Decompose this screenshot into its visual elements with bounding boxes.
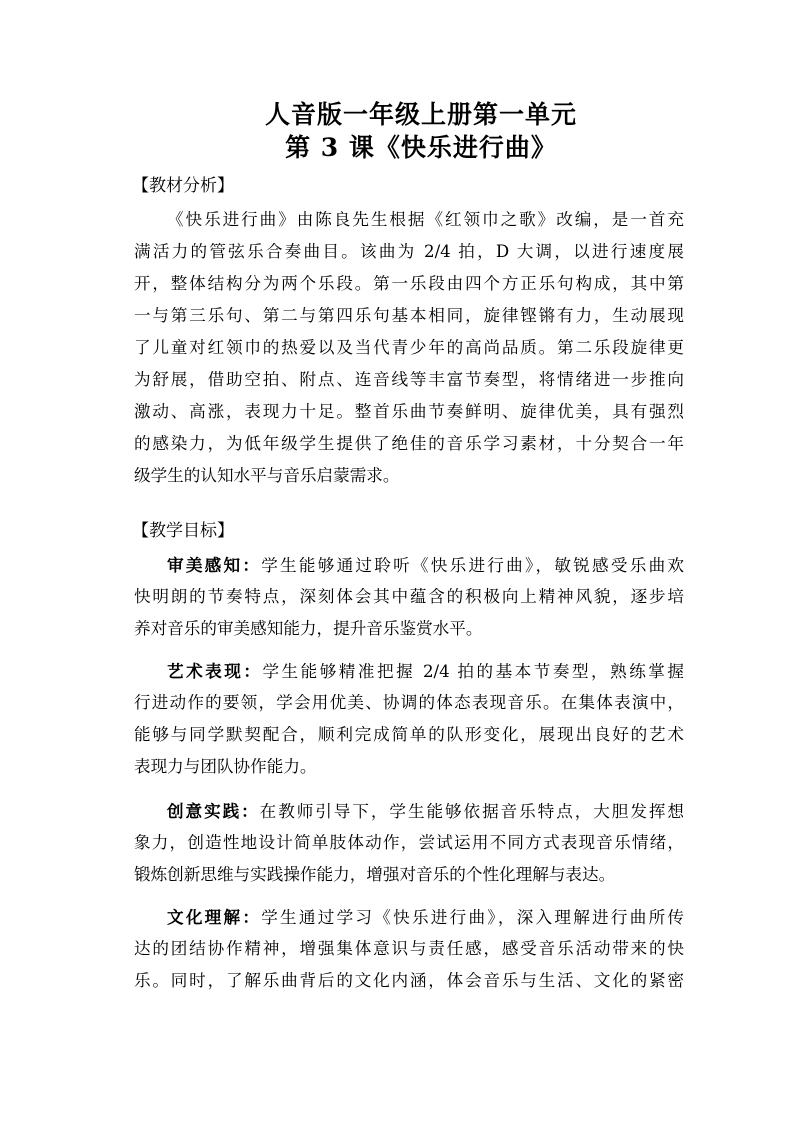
section-heading-analysis: 【教材分析】 — [132, 176, 234, 196]
section-heading-objectives: 【教学目标】 — [132, 521, 234, 541]
paragraph-line: 象力，创造性地设计简单肢体动作，尝试运用不同方式表现音乐情绪， — [134, 833, 684, 852]
objective-text: 学生通过学习《快乐进行曲》，深入理解进行曲所传 — [261, 908, 684, 927]
paragraph-line: 养对音乐的审美感知能力，提升音乐鉴赏水平。 — [134, 619, 483, 638]
paragraph-line: 的感染力，为低年级学生提供了绝佳的音乐学习素材，十分契合一年 — [134, 434, 684, 453]
paragraph-line — [134, 549, 684, 581]
objective-text: 学生能够精准把握 2/4 拍的基本节奏型，熟练掌握 — [262, 662, 684, 681]
objective-lead: 艺术表现： — [167, 661, 263, 681]
objective-lead: 创意实践： — [167, 801, 260, 821]
paragraph-line — [134, 655, 684, 687]
objective-text: 学生能够通过聆听《快乐进行曲》，敏锐感受乐曲欢 — [261, 556, 684, 575]
paragraph-line: 开，整体结构分为两个乐段。第一乐段由四个方正乐句构成，其中第 — [134, 274, 684, 293]
paragraph-line: 锻炼创新思维与实践操作能力，增强对音乐的个性化理解与表达。 — [134, 865, 616, 884]
analysis-paragraph — [134, 204, 684, 492]
paragraph-line: 行进动作的要领，学会用优美、协调的体态表现音乐。在集体表演中， — [134, 693, 684, 712]
paragraph-line: 乐。同时，了解乐曲背后的文化内涵，体会音乐与生活、文化的紧密 — [134, 971, 684, 990]
paragraph-line: 《快乐进行曲》由陈良先生根据《红领巾之歌》改编，是一首充 — [167, 210, 684, 229]
objective-creative — [134, 795, 684, 891]
paragraph-line: 激动、高涨，表现力十足。整首乐曲节奏鲜明、旋律优美，具有强烈 — [134, 402, 684, 421]
paragraph-line: 表现力与团队协作能力。 — [134, 757, 317, 776]
paragraph-line — [134, 795, 684, 827]
paragraph-line: 能够与同学默契配合，顺利完成简单的队形变化，展现出良好的艺术 — [134, 725, 684, 744]
paragraph-line — [134, 901, 684, 933]
objective-cultural — [134, 901, 684, 997]
paragraph-line: 快明朗的节奏特点，深刻体会其中蕴含的积极向上精神风貌，逐步培 — [134, 587, 684, 606]
paragraph-line: 达的团结协作精神，增强集体意识与责任感，感受音乐活动带来的快 — [134, 939, 684, 958]
objective-artistic — [134, 655, 684, 783]
paragraph-line: 一与第三乐句、第二与第四乐句基本相同，旋律铿锵有力，生动展现 — [134, 306, 684, 325]
objective-text: 在教师引导下，学生能够依据音乐特点，大胆发挥想 — [259, 802, 684, 821]
paragraph-line: 满活力的管弦乐合奏曲目。该曲为 2/4 拍，D 大调，以进行速度展 — [134, 242, 684, 261]
paragraph-line: 为舒展，借助空拍、附点、连音线等丰富节奏型，将情绪进一步推向 — [134, 370, 684, 389]
document-title: 人音版一年级上册第一单元 — [264, 100, 577, 129]
paragraph-line: 级学生的认知水平与音乐启蒙需求。 — [134, 466, 400, 485]
paragraph-line: 了儿童对红领巾的热爱以及当代青少年的高尚品质。第二乐段旋律更 — [134, 338, 684, 357]
objective-aesthetic — [134, 549, 684, 645]
objective-lead: 审美感知： — [167, 555, 262, 575]
lesson-title: 第 3 课《快乐进行曲》 — [285, 133, 557, 162]
objective-lead: 文化理解： — [167, 907, 262, 927]
